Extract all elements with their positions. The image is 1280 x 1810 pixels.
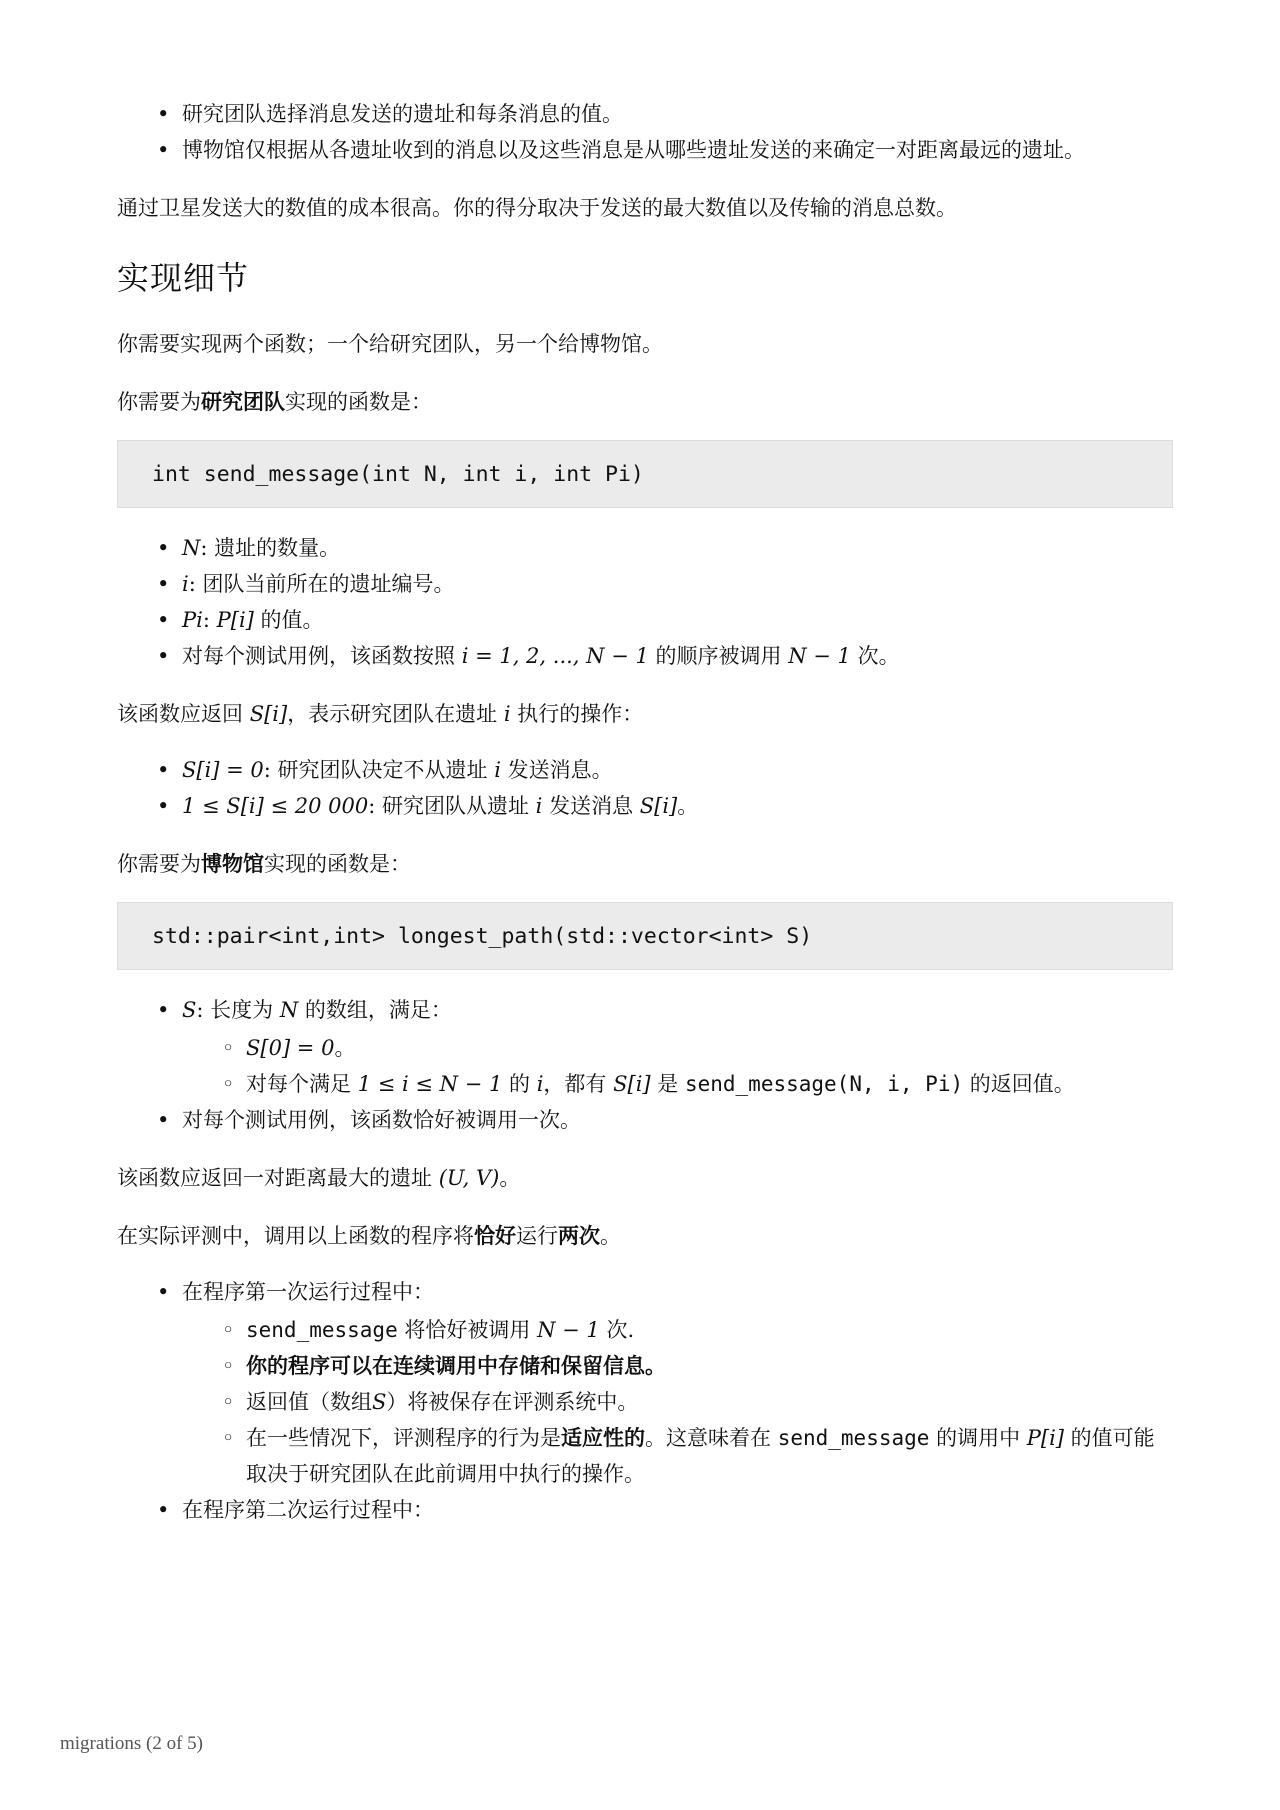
research-intro: 你需要为研究团队实现的函数是： (117, 390, 432, 414)
param-s: • S: 长度为 N 的数组，满足： ◦ S[0] = 0。 ◦ 对每个满足 1 ≤ i ≤ N − 1 的 i，都有 S[i] 是 send_message(N, i, Pi) 的返回值。 (117, 992, 1173, 1102)
call-order: • 对每个测试用例，该函数按照 i = 1, 2, ..., N − 1 的顺序被调用 N − 1 次。 (117, 638, 1173, 674)
museum-return-paragraph: 该函数应返回一对距离最大的遗址 (U, V)。 (117, 1166, 521, 1190)
param-pi: • Pi: P[i] 的值。 (117, 602, 1173, 638)
overview-paragraph: 你需要实现两个函数；一个给研究团队，另一个给博物馆。 (117, 332, 663, 356)
first-return-item: ◦ 返回值（数组S）将被保存在评测系统中。 (182, 1384, 1173, 1420)
s-each-item: ◦ 对每个满足 1 ≤ i ≤ N − 1 的 i，都有 S[i] 是 send_message(N, i, Pi) 的返回值。 (182, 1066, 1173, 1102)
adaptive-item: ◦ 在一些情况下，评测程序的行为是适应性的。这意味着在 send_message 的调用中 P[i] 的值可能取决于研究团队在此前调用中执行的操作。 (182, 1420, 1173, 1492)
return-option-zero: • S[i] = 0: 研究团队决定不从遗址 i 发送消息。 (117, 752, 1173, 788)
first-run-sublist (182, 1312, 1173, 1492)
return-paragraph: 该函数应返回 S[i]，表示研究团队在遗址 i 执行的操作： (117, 702, 644, 726)
second-run-item: • 在程序第二次运行过程中： (117, 1492, 1173, 1528)
first-run-item: • 在程序第一次运行过程中： ◦ send_message 将恰好被调用 N − 1 次. ◦ 你的程序可以在连续调用中存储和保留信息。 ◦ 返回值（数组S）将被保存在评测系统中。 ◦ 在一些情况下，评测程序的行为是适应性的。这意味着在 send_message 的调用中 P[i] 的值可能取决于研究团队在此前调用中执行的操作。 (117, 1274, 1173, 1492)
param-n: • N: 遗址的数量。 (117, 530, 1173, 566)
return-options-list (117, 752, 1173, 824)
museum-intro: 你需要为博物馆实现的函数是： (117, 852, 411, 876)
museum-param-list (117, 992, 1173, 1138)
call-once: • 对每个测试用例，该函数恰好被调用一次。 (117, 1102, 1173, 1138)
research-team-bold: 研究团队 (201, 390, 285, 414)
longest-path-signature: std::pair<int,int> longest_path(std::vector<int> S) (117, 902, 1173, 970)
cost-paragraph: 通过卫星发送大的数值的成本很高。你的得分取决于发送的最大数值以及传输的消息总数。 (117, 196, 957, 220)
intro-bullet-text: 博物馆仅根据从各遗址收到的消息以及这些消息是从哪些遗址发送的来确定一对距离最远的遗址。 (182, 138, 1085, 162)
intro-bullet-text: 研究团队选择消息发送的遗址和每条消息的值。 (182, 102, 623, 126)
runs-paragraph: 在实际评测中，调用以上函数的程序将恰好运行两次。 (117, 1224, 621, 1248)
param-list (117, 530, 1173, 674)
list-item (117, 132, 1173, 168)
list-item (117, 96, 1173, 132)
s0-item: ◦ S[0] = 0。 (182, 1030, 1173, 1066)
return-option-range: • 1 ≤ S[i] ≤ 20 000: 研究团队从遗址 i 发送消息 S[i]。 (117, 788, 1173, 824)
param-s-sublist (182, 1030, 1173, 1102)
runs-list (117, 1274, 1173, 1528)
museum-bold: 博物馆 (201, 852, 264, 876)
first-store-item: ◦ 你的程序可以在连续调用中存储和保留信息。 (182, 1348, 1173, 1384)
first-call-item: ◦ send_message 将恰好被调用 N − 1 次. (182, 1312, 1173, 1348)
intro-list (117, 96, 1173, 168)
param-i: • i: 团队当前所在的遗址编号。 (117, 566, 1173, 602)
section-heading: 实现细节 (117, 259, 250, 297)
page-content (117, 96, 1173, 1528)
send-message-signature: int send_message(int N, int i, int Pi) (117, 440, 1173, 508)
page-footer: migrations (2 of 5) (60, 1733, 204, 1754)
